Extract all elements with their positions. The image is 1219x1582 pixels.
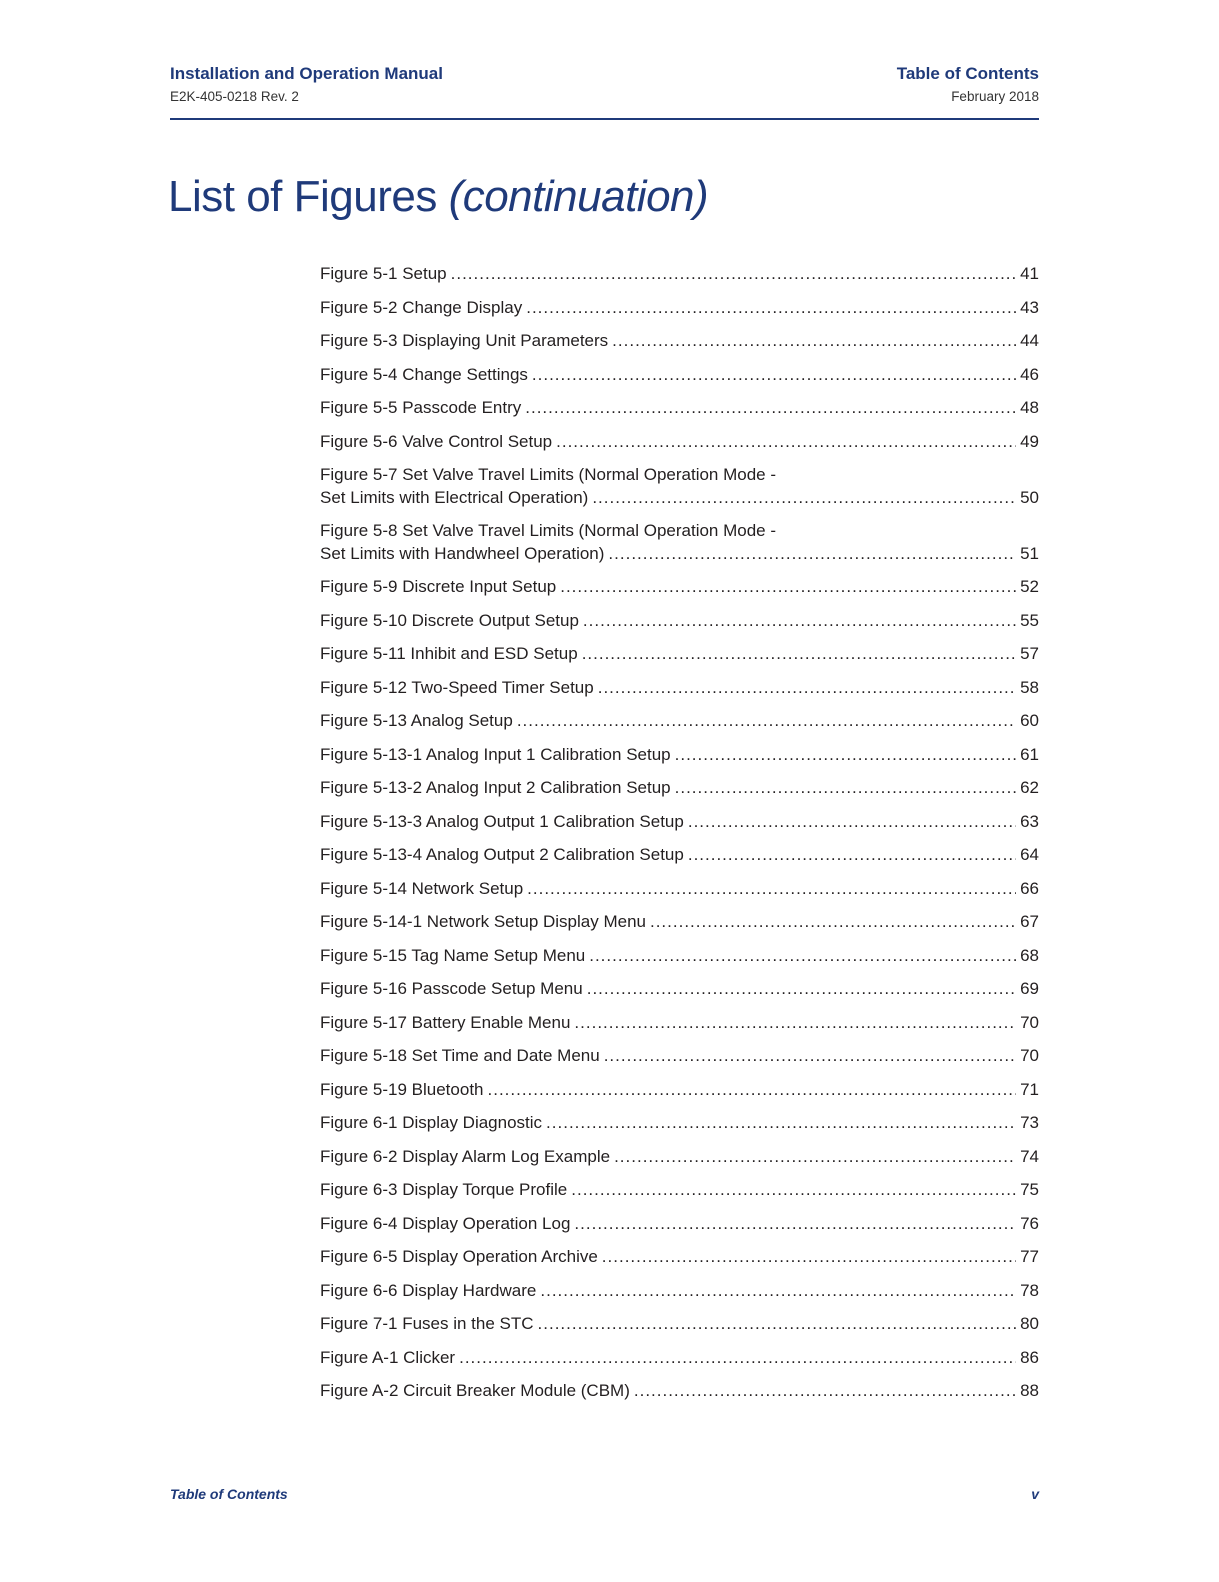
- figure-entry[interactable]: [320, 844, 1039, 867]
- figure-entry-page: 70: [1020, 1046, 1039, 1065]
- figure-entry-line: [320, 1313, 1039, 1336]
- dot-leader: [608, 543, 1016, 566]
- figure-entry-line: [320, 1280, 1039, 1303]
- figure-entry-title-line1: Figure 5-8 Set Valve Travel Limits (Normal Operation Mode -: [320, 521, 777, 540]
- footer-section: Table of Contents: [170, 1486, 288, 1502]
- figure-entry[interactable]: [320, 1012, 1039, 1035]
- figure-entry-title: Set Limits with Handwheel Operation): [320, 543, 605, 563]
- header-right: [897, 62, 1039, 108]
- figure-entry-page: 64: [1020, 845, 1039, 864]
- figure-entry[interactable]: [320, 811, 1039, 834]
- figure-entry-page: 61: [1020, 744, 1039, 764]
- dot-leader: [517, 710, 1016, 733]
- figure-entry-line: [320, 543, 1039, 566]
- dot-leader: [604, 1045, 1016, 1068]
- dot-leader: [583, 610, 1016, 633]
- dot-leader: [532, 364, 1016, 387]
- figure-entry-line: [320, 1246, 1039, 1269]
- list-of-figures: [320, 263, 1039, 1414]
- dot-leader: [556, 431, 1016, 454]
- figure-entry-line: [320, 978, 1039, 1001]
- figure-entry-page: 63: [1020, 811, 1039, 831]
- figure-entry-title: Figure A-1 Clicker: [320, 1347, 456, 1367]
- dot-leader: [614, 1146, 1016, 1169]
- dot-leader: [688, 811, 1016, 834]
- figure-entry-line: [320, 397, 1039, 420]
- dot-leader: [589, 945, 1016, 968]
- figure-entry[interactable]: [320, 878, 1039, 901]
- figure-entry-title: Figure 5-14 Network Setup: [320, 878, 524, 898]
- figure-entry-title: Set Limits with Electrical Operation): [320, 487, 589, 507]
- figure-entry-line: [320, 1079, 1039, 1102]
- dot-leader: [574, 1012, 1016, 1035]
- footer-page-number: v: [1031, 1486, 1039, 1502]
- figure-entry-page: 60: [1020, 711, 1039, 730]
- figure-entry[interactable]: [320, 677, 1039, 700]
- figure-entry-page: 50: [1020, 487, 1039, 507]
- figure-entry-line: [320, 364, 1039, 387]
- figure-entry-page: 68: [1020, 945, 1039, 965]
- figure-entry-page: 73: [1020, 1113, 1039, 1132]
- figure-entry-line: [320, 1380, 1039, 1403]
- figure-entry[interactable]: [320, 576, 1039, 599]
- page-title-main: List of Figures: [168, 172, 449, 221]
- dot-leader: [582, 643, 1016, 666]
- page-footer: [170, 1486, 1039, 1506]
- figure-entry-page: 75: [1020, 1180, 1039, 1199]
- dot-leader: [592, 487, 1016, 510]
- figure-entry-title: Figure 6-1 Display Diagnostic: [320, 1113, 543, 1132]
- header-left: [170, 62, 443, 108]
- figure-entry[interactable]: [320, 1146, 1039, 1169]
- figure-entry-page: 77: [1020, 1247, 1039, 1266]
- figure-entry-line: [320, 1045, 1039, 1068]
- figure-entry-title: Figure 5-16 Passcode Setup Menu: [320, 979, 583, 998]
- figure-entry[interactable]: [320, 610, 1039, 633]
- figure-entry-line: [320, 744, 1039, 767]
- figure-entry[interactable]: [320, 1079, 1039, 1102]
- dot-leader: [675, 777, 1016, 800]
- figure-entry-title: Figure 5-14-1 Network Setup Display Menu: [320, 912, 646, 931]
- figure-entry-page: 76: [1020, 1213, 1039, 1233]
- figure-entry-page: 46: [1020, 364, 1039, 384]
- figure-entry-page: 78: [1020, 1280, 1039, 1300]
- figure-entry-title: Figure 5-13 Analog Setup: [320, 711, 513, 730]
- figure-entry[interactable]: [320, 1045, 1039, 1068]
- figure-entry-title: Figure 5-11 Inhibit and ESD Setup: [320, 644, 578, 663]
- figure-entry-line: [320, 945, 1039, 968]
- figure-entry[interactable]: [320, 364, 1039, 387]
- figure-entry-title: Figure 5-13-1 Analog Input 1 Calibration Setup: [320, 744, 671, 764]
- figure-entry-title: Figure 5-4 Change Settings: [320, 364, 528, 384]
- figure-entry-page: 74: [1020, 1146, 1039, 1166]
- figure-entry-title: Figure 5-13-2 Analog Input 2 Calibration Setup: [320, 778, 671, 797]
- page-title: [168, 172, 708, 222]
- figure-entry-title: Figure 5-12 Two-Speed Timer Setup: [320, 677, 594, 697]
- figure-entry-title: Figure 5-13-3 Analog Output 1 Calibration Setup: [320, 811, 684, 831]
- figure-entry[interactable]: [320, 643, 1039, 666]
- figure-entry[interactable]: [320, 1246, 1039, 1269]
- figure-entry[interactable]: [320, 464, 1039, 509]
- figure-entry-title: Figure 7-1 Fuses in the STC: [320, 1314, 534, 1333]
- dot-leader: [451, 263, 1016, 286]
- figure-entry-page: 41: [1020, 264, 1039, 283]
- figure-entry[interactable]: [320, 911, 1039, 934]
- figure-entry[interactable]: [320, 1112, 1039, 1135]
- figure-entry-line: [320, 263, 1039, 286]
- figure-entry-page: 51: [1020, 543, 1039, 563]
- figure-entry-line: [320, 844, 1039, 867]
- figure-entry[interactable]: [320, 777, 1039, 800]
- figure-entry-title: Figure 5-3 Displaying Unit Parameters: [320, 331, 609, 350]
- figure-entry[interactable]: [320, 945, 1039, 968]
- figure-entry[interactable]: [320, 1213, 1039, 1236]
- dot-leader: [612, 330, 1016, 353]
- figure-entry-title: Figure 5-5 Passcode Entry: [320, 398, 522, 417]
- figure-entry-line: [320, 487, 1039, 510]
- figure-entry[interactable]: [320, 1347, 1039, 1370]
- figure-entry-line: [320, 1179, 1039, 1202]
- dot-leader: [540, 1280, 1016, 1303]
- figure-entry-page: 70: [1020, 1012, 1039, 1032]
- dot-leader: [546, 1112, 1016, 1135]
- figure-entry-title: Figure 6-3 Display Torque Profile: [320, 1180, 568, 1199]
- dot-leader: [634, 1380, 1016, 1403]
- dot-leader: [526, 297, 1016, 320]
- figure-entry[interactable]: [320, 520, 1039, 565]
- dot-leader: [598, 677, 1016, 700]
- figure-entry-page: 57: [1020, 644, 1039, 663]
- figure-entry-page: 58: [1020, 677, 1039, 697]
- figure-entry-line: [320, 576, 1039, 599]
- dot-leader: [488, 1079, 1017, 1102]
- figure-entry-line: [320, 431, 1039, 454]
- figure-entry-title: Figure 6-2 Display Alarm Log Example: [320, 1146, 611, 1166]
- figure-entry-title: Figure 5-19 Bluetooth: [320, 1079, 484, 1099]
- figure-entry-title: Figure 5-13-4 Analog Output 2 Calibration Setup: [320, 845, 684, 864]
- dot-leader: [560, 576, 1016, 599]
- figure-entry-page: 69: [1020, 979, 1039, 998]
- figure-entry-page: 43: [1020, 297, 1039, 317]
- figure-entry[interactable]: [320, 1280, 1039, 1303]
- figure-entry-line: [320, 677, 1039, 700]
- figure-entry[interactable]: [320, 744, 1039, 767]
- figure-entry-page: 80: [1020, 1314, 1039, 1333]
- figure-entry[interactable]: [320, 978, 1039, 1001]
- dot-leader: [602, 1246, 1016, 1269]
- dot-leader: [527, 878, 1016, 901]
- figure-entry-title: Figure 6-6 Display Hardware: [320, 1280, 537, 1300]
- figure-entry[interactable]: [320, 1313, 1039, 1336]
- figure-entry-title: Figure 5-6 Valve Control Setup: [320, 431, 553, 451]
- dot-leader: [574, 1213, 1016, 1236]
- doc-number: E2K-405-0218 Rev. 2: [170, 89, 299, 104]
- figure-entry-line: [320, 811, 1039, 834]
- figure-entry-page: 52: [1020, 577, 1039, 596]
- figure-entry-title: Figure 5-1 Setup: [320, 264, 447, 283]
- figure-entry[interactable]: [320, 710, 1039, 733]
- figure-entry[interactable]: [320, 1380, 1039, 1403]
- figure-entry-line: [320, 643, 1039, 666]
- figure-entry-line: [320, 710, 1039, 733]
- figure-entry-line: [320, 911, 1039, 934]
- figure-entry[interactable]: [320, 330, 1039, 353]
- figure-entry-line: [320, 297, 1039, 320]
- dot-leader: [650, 911, 1016, 934]
- figure-entry-page: 62: [1020, 778, 1039, 797]
- page-header: [170, 62, 1039, 120]
- figure-entry-line: [320, 777, 1039, 800]
- figure-entry-title: Figure 5-10 Discrete Output Setup: [320, 610, 579, 630]
- figure-entry-page: 86: [1020, 1347, 1039, 1367]
- figure-entry-line: [320, 1213, 1039, 1236]
- figure-entry-title: Figure 5-9 Discrete Input Setup: [320, 577, 557, 596]
- figure-entry-page: 67: [1020, 912, 1039, 931]
- page-title-continuation: (continuation): [448, 172, 709, 221]
- dot-leader: [459, 1347, 1016, 1370]
- dot-leader: [688, 844, 1016, 867]
- figure-entry-title: Figure 5-17 Battery Enable Menu: [320, 1012, 571, 1032]
- figure-entry-title: Figure 6-4 Display Operation Log: [320, 1213, 571, 1233]
- figure-entry-line: [320, 1347, 1039, 1370]
- figure-entry-page: 44: [1020, 331, 1039, 350]
- figure-entry-line: [320, 1012, 1039, 1035]
- manual-title: Installation and Operation Manual: [170, 64, 443, 83]
- figure-entry-line: [320, 1146, 1039, 1169]
- figure-entry-page: 66: [1020, 878, 1039, 898]
- figure-entry-title: Figure 6-5 Display Operation Archive: [320, 1247, 598, 1266]
- figure-entry-page: 55: [1020, 610, 1039, 630]
- dot-leader: [538, 1313, 1017, 1336]
- dot-leader: [571, 1179, 1016, 1202]
- figure-entry-title-line1: Figure 5-7 Set Valve Travel Limits (Normal Operation Mode -: [320, 465, 777, 484]
- figure-entry-line: [320, 610, 1039, 633]
- figure-entry-page: 48: [1020, 398, 1039, 417]
- figure-entry-line: [320, 330, 1039, 353]
- figure-entry-page: 71: [1020, 1079, 1039, 1099]
- figure-entry[interactable]: [320, 431, 1039, 454]
- figure-entry-title: Figure A-2 Circuit Breaker Module (CBM): [320, 1381, 630, 1400]
- figure-entry-line: [320, 878, 1039, 901]
- figure-entry-page: 88: [1020, 1381, 1039, 1400]
- dot-leader: [675, 744, 1016, 767]
- figure-entry[interactable]: [320, 297, 1039, 320]
- figure-entry-title: Figure 5-15 Tag Name Setup Menu: [320, 945, 586, 965]
- section-title: Table of Contents: [896, 64, 1039, 83]
- dot-leader: [587, 978, 1016, 1001]
- figure-entry-page: 49: [1020, 431, 1039, 451]
- dot-leader: [525, 397, 1016, 420]
- figure-entry[interactable]: [320, 1179, 1039, 1202]
- publish-date: February 2018: [951, 89, 1039, 104]
- figure-entry[interactable]: [320, 263, 1039, 286]
- figure-entry-title: Figure 5-18 Set Time and Date Menu: [320, 1046, 600, 1065]
- figure-entry[interactable]: [320, 397, 1039, 420]
- figure-entry-line: [320, 1112, 1039, 1135]
- figure-entry-title: Figure 5-2 Change Display: [320, 297, 523, 317]
